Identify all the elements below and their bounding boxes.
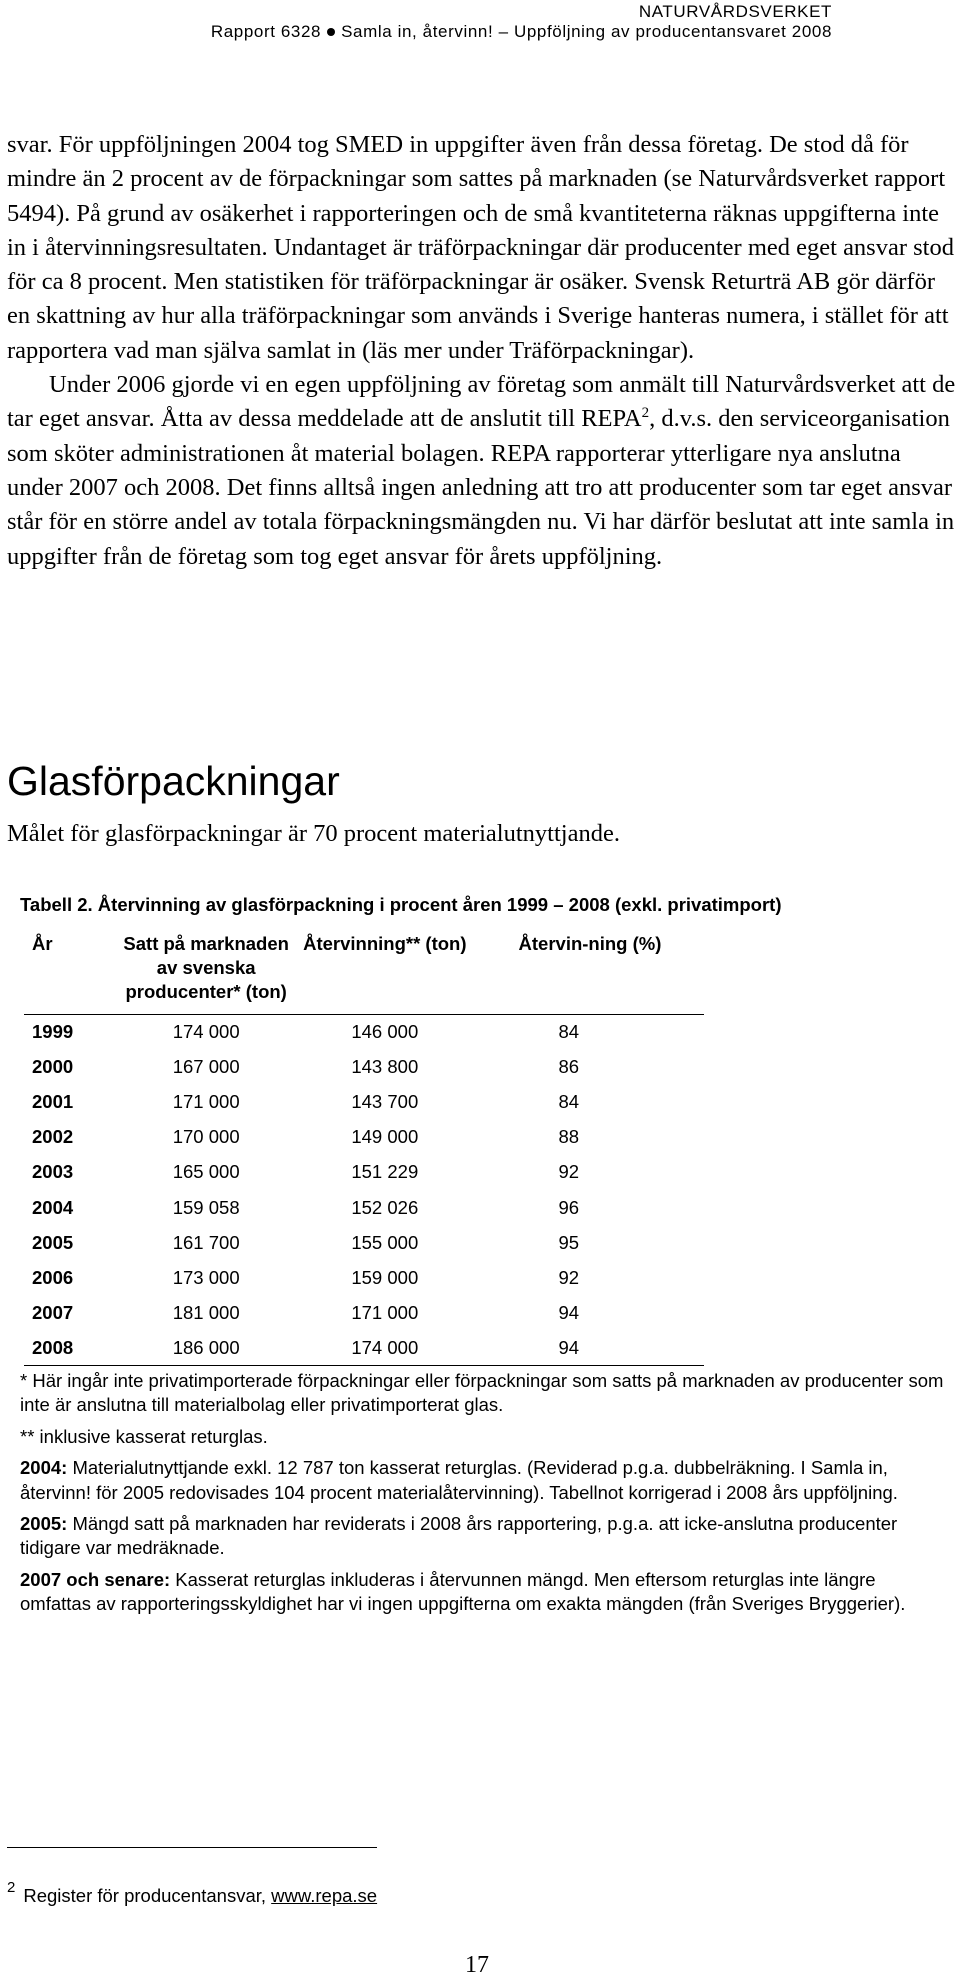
cell-percent: 84 xyxy=(558,1020,580,1042)
cell-percent: 92 xyxy=(558,1161,580,1183)
note-2: ** inklusive kasserat returglas. xyxy=(20,1425,268,1447)
cell-recycling: 151 229 xyxy=(351,1161,419,1183)
cell-market: 170 000 xyxy=(172,1126,240,1148)
note-4-text: Mängd satt på marknaden har reviderats i 2008 års rapportering, p.g.a. att icke-anslutna producenter tidigare var medräknade. xyxy=(20,1513,898,1559)
note-1: * Här ingår inte privatimporterade förpackningar eller förpackningar som satts på marknaden av producenter som inte är anslutna till materialbolag eller privatimporterat glas. xyxy=(20,1370,944,1416)
footnote-divider xyxy=(7,1847,377,1848)
paragraph-2 xyxy=(7,368,959,574)
cell-market: 186 000 xyxy=(113,1331,299,1366)
col-header-market: Satt på marknaden av svenska producenter* (ton) xyxy=(113,932,299,1014)
note-3-label: 2004: xyxy=(20,1457,68,1479)
cell-market: 159 058 xyxy=(172,1196,240,1218)
cell-market: 173 000 xyxy=(172,1266,240,1288)
cell-percent: 84 xyxy=(558,1090,580,1112)
cell-percent: 94 xyxy=(471,1331,704,1366)
glass-recycling-table xyxy=(24,932,704,1366)
cell-recycling: 159 000 xyxy=(351,1266,419,1288)
col-header-percent: Återvin-ning (%) xyxy=(471,932,704,1014)
table-row xyxy=(24,1296,704,1331)
cell-market: 167 000 xyxy=(172,1055,240,1077)
table-row xyxy=(24,1190,704,1225)
paragraph-1: svar. För uppföljningen 2004 tog SMED in uppgifter även från dessa företag. De stod då för mindre än 2 procent av de förpackningar som sattes på marknaden (se Naturvårdsverket rapport 5494). På grund av osäkerhet i rapporteringen och de små kvantiteterna räknas uppgifterna inte in i återvinningsresultaten. Undantaget är träförpackningar där producenter med eget ansvar stod för ca 8 procent. Men statistiken för träförpackningar är osäker. Svensk Returträ AB gör därför en skattning av hur alla träförpackningar som används i Sverige hanteras numera, i stället för att rapportera vad man själva samlat in (läs mer under Träförpackningar). xyxy=(7,131,954,364)
header-report-line xyxy=(211,22,832,42)
cell-recycling: 174 000 xyxy=(299,1331,470,1366)
cell-recycling: 146 000 xyxy=(351,1020,419,1042)
cell-year: 2004 xyxy=(32,1196,74,1218)
table-row xyxy=(24,1084,704,1119)
cell-year: 2005 xyxy=(32,1231,74,1253)
table-caption: Tabell 2. Återvinning av glasförpackning i procent åren 1999 – 2008 (exkl. privatimport) xyxy=(20,894,782,915)
note-4-label: 2005: xyxy=(20,1513,68,1535)
footnote-link[interactable]: www.repa.se xyxy=(271,1885,378,1906)
table-header-row xyxy=(24,932,704,1014)
cell-percent: 95 xyxy=(558,1231,580,1253)
cell-year: 2007 xyxy=(32,1302,74,1324)
table-row xyxy=(24,1120,704,1155)
cell-year: 2000 xyxy=(32,1055,74,1077)
note-5-text: Kasserat returglas inkluderas i återvunnen mängd. Men eftersom returglas inte längre omfattas av rapporteringsskyldighet har vi ingen uppgifterna om exakta mängden (från Sveriges Bryggerier). xyxy=(20,1568,906,1615)
table-row xyxy=(24,1225,704,1260)
cell-market: 181 000 xyxy=(172,1302,240,1324)
cell-percent: 94 xyxy=(558,1302,580,1324)
cell-year: 2002 xyxy=(32,1126,74,1148)
cell-year: 1999 xyxy=(32,1020,74,1042)
paragraph-2-end: , d.v.s. den serviceorganisation som sköter administrationen åt material bolagen. REPA rapporterar ytterligare nya anslutna under 2007 och 2008. Det finns alltså ingen anledning att tro att producenter som tar eget ansvar står för en större andel av totala förpackningsmängden nu. Vi har därför beslutat att inte samla in uppgifter från de företag som tog eget ansvar för årets uppföljning. xyxy=(7,405,955,570)
cell-recycling: 152 026 xyxy=(351,1196,419,1218)
table-row xyxy=(24,1260,704,1295)
bullet-icon xyxy=(327,28,335,36)
section-heading: Glasförpackningar xyxy=(7,758,340,804)
footnote-text: Register för producentansvar, xyxy=(23,1885,272,1906)
cell-recycling: 143 800 xyxy=(351,1055,419,1077)
body-text xyxy=(7,128,959,574)
footnote-number: 2 xyxy=(7,1879,16,1896)
footnote-ref: 2 xyxy=(641,405,650,422)
col-header-recycling: Återvinning** (ton) xyxy=(299,932,470,1014)
note-5-label: 2007 och senare: xyxy=(20,1568,171,1590)
cell-year: 2001 xyxy=(32,1090,74,1112)
page-number: 17 xyxy=(465,1952,489,1978)
cell-percent: 86 xyxy=(558,1055,580,1077)
table-row xyxy=(24,1014,704,1049)
paragraph-2-start: Under 2006 gjorde vi en egen uppföljning av företag som anmält till Naturvårdsverket att de tar eget ansvar. Åtta av dessa meddelade att de anslutit till REPA xyxy=(7,371,956,433)
section-goal: Målet för glasförpackningar är 70 procent materialutnyttjande. xyxy=(7,820,620,847)
col-header-year: År xyxy=(24,932,113,1014)
header-report: Rapport 6328 xyxy=(210,22,322,41)
cell-market: 165 000 xyxy=(172,1161,240,1183)
note-4 xyxy=(20,1512,950,1561)
cell-percent: 92 xyxy=(558,1266,580,1288)
note-5 xyxy=(20,1568,950,1617)
cell-market: 161 700 xyxy=(172,1231,240,1253)
note-3 xyxy=(20,1456,950,1505)
table-row xyxy=(24,1155,704,1190)
footnote xyxy=(7,1879,378,1910)
cell-recycling: 171 000 xyxy=(351,1302,419,1324)
note-3-text: Materialutnyttjande exkl. 12 787 ton kasserat returglas. (Reviderad p.g.a. dubbelräkning. I Samla in, återvinn! för 2005 redovisades 104 procent materialåtervinning). Tabellnot korrigerad i 2008 års uppföljning. xyxy=(20,1457,898,1503)
table-row xyxy=(24,1049,704,1084)
cell-recycling: 149 000 xyxy=(351,1126,419,1148)
table-row xyxy=(24,1331,704,1366)
cell-percent: 96 xyxy=(558,1196,580,1218)
cell-year: 2003 xyxy=(32,1161,74,1183)
cell-market: 174 000 xyxy=(172,1020,240,1042)
cell-market: 171 000 xyxy=(172,1090,240,1112)
cell-year: 2006 xyxy=(32,1266,74,1288)
table-notes xyxy=(20,1369,950,1624)
cell-year: 2008 xyxy=(24,1331,113,1366)
cell-percent: 88 xyxy=(558,1126,580,1148)
cell-recycling: 143 700 xyxy=(351,1090,419,1112)
header-title: Samla in, återvinn! – Uppföljning av producentansvaret 2008 xyxy=(341,22,832,41)
header-org: NATURVÅRDSVERKET xyxy=(638,2,832,21)
cell-recycling: 155 000 xyxy=(351,1231,419,1253)
